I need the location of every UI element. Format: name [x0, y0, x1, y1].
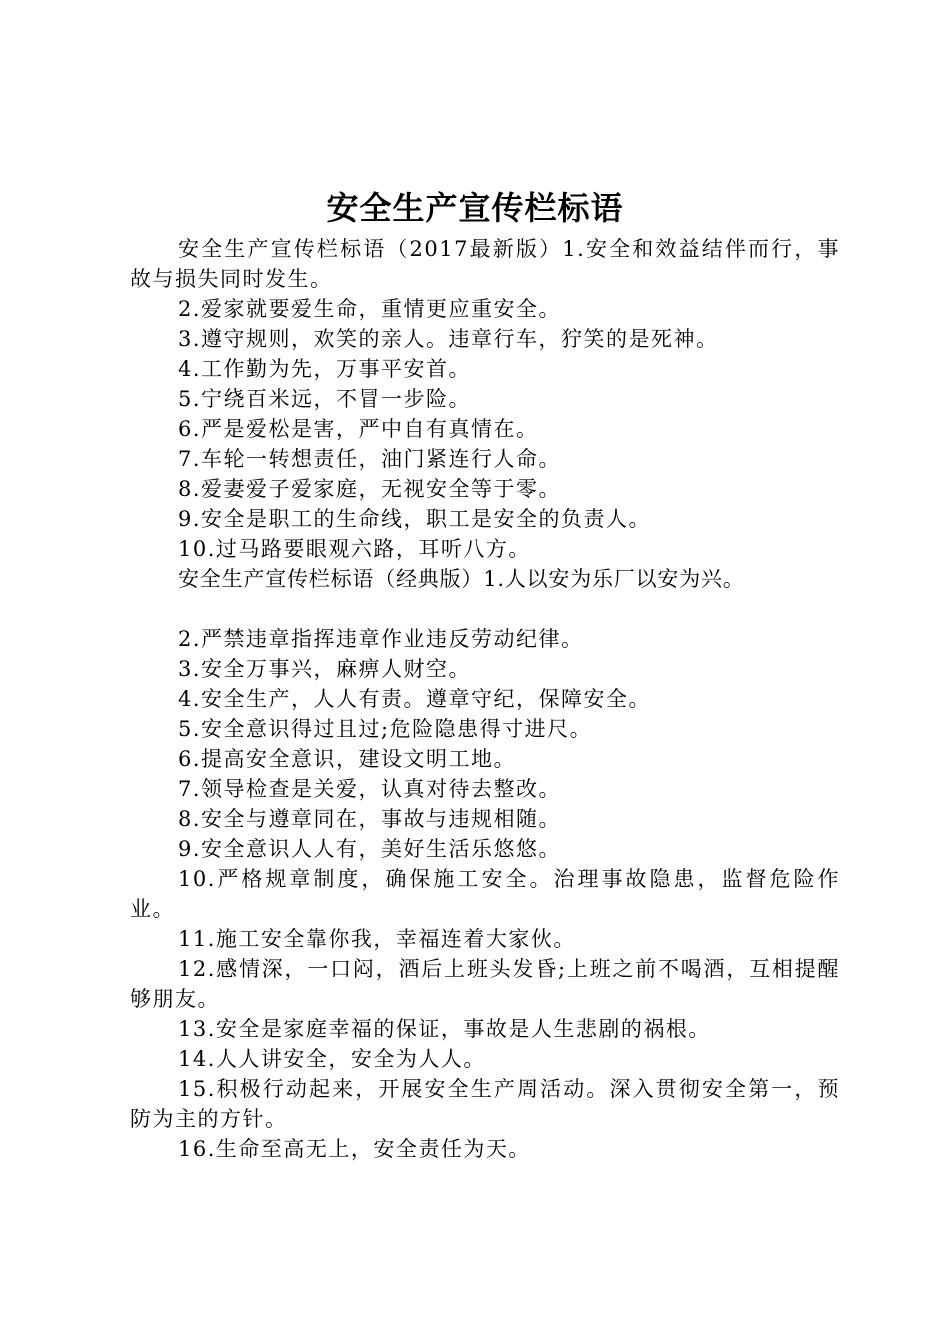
- paragraph-item: 16.生命至高无上，安全责任为天。: [178, 1137, 531, 1161]
- paragraph-item: 3.遵守规则，欢笑的亲人。违章行车，狞笑的是死神。: [178, 327, 719, 351]
- paragraph-item: 6.严是爱松是害，严中自有真情在。: [178, 417, 539, 441]
- document-body: [130, 234, 840, 1164]
- paragraph-item: 4.工作勤为先，万事平安首。: [178, 357, 472, 381]
- paragraph-item: 10.严格规章制度，确保施工安全。治理事故隐患，监督危险作业。: [130, 867, 840, 921]
- paragraph-intro-classic: 安全生产宣传栏标语（经典版）1.人以安为乐厂以安为兴。: [178, 567, 745, 591]
- paragraph-item: 7.车轮一转想责任，油门紧连行人命。: [178, 447, 562, 471]
- paragraph-item: 12.感情深，一口闷，酒后上班头发昏;上班之前不喝酒，互相提醒够朋友。: [130, 957, 840, 1011]
- paragraph-item: 2.严禁违章指挥违章作业违反劳动纪律。: [178, 627, 584, 651]
- paragraph-item: 8.安全与遵章同在，事故与违规相随。: [178, 807, 562, 831]
- paragraph-item: 8.爱妻爱子爱家庭，无视安全等于零。: [178, 477, 562, 501]
- paragraph-item: 6.提高安全意识，建设文明工地。: [178, 747, 517, 771]
- paragraph-item: 7.领导检查是关爱，认真对待去整改。: [178, 777, 562, 801]
- paragraph-item: 10.过马路要眼观六路，耳听八方。: [178, 537, 531, 561]
- paragraph-item: 11.施工安全靠你我，幸福连着大家伙。: [178, 927, 576, 951]
- paragraph-item: 4.安全生产，人人有责。遵章守纪，保障安全。: [178, 687, 652, 711]
- paragraph-item: 15.积极行动起来，开展安全生产周活动。深入贯彻安全第一，预防为主的方针。: [130, 1077, 840, 1131]
- paragraph-item: 13.安全是家庭幸福的保证，事故是人生悲剧的祸根。: [178, 1017, 711, 1041]
- paragraph-item: 3.安全万事兴，麻痹人财空。: [178, 657, 472, 681]
- paragraph-item: 9.安全是职工的生命线，职工是安全的负责人。: [178, 507, 652, 531]
- paragraph-item: 14.人人讲安全，安全为人人。: [178, 1047, 486, 1071]
- document-title: 安全生产宣传栏标语: [326, 189, 624, 227]
- paragraph-item: 9.安全意识人人有，美好生活乐悠悠。: [178, 837, 562, 861]
- paragraph-item: 2.爱家就要爱生命，重情更应重安全。: [178, 297, 562, 321]
- blank-line: [130, 594, 840, 624]
- paragraph-intro-2017: 安全生产宣传栏标语（2017最新版）1.安全和效益结伴而行，事故与损失同时发生。: [130, 237, 840, 291]
- paragraph-item: 5.安全意识得过且过;危险隐患得寸进尺。: [178, 717, 593, 741]
- paragraph-item: 5.宁绕百米远，不冒一步险。: [178, 387, 472, 411]
